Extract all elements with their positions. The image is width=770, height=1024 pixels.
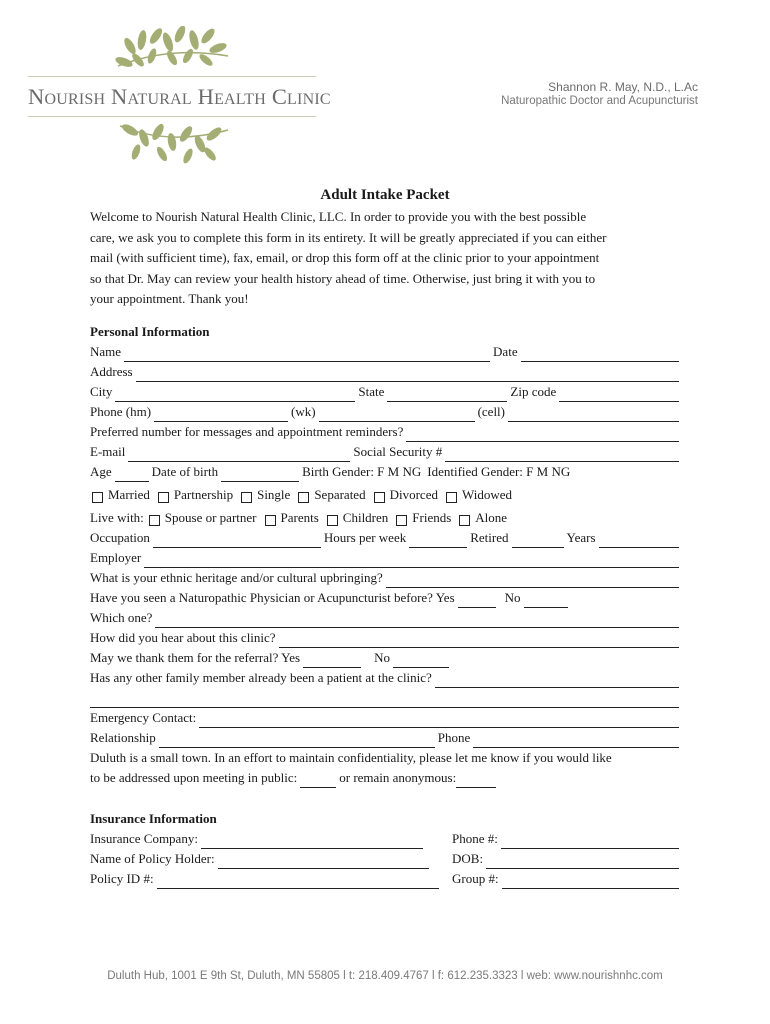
insurance-company-row: [90, 829, 426, 849]
intro-line: mail (with sufficient time), fax, email, or drop this form off at the clinic prior to your appointment: [90, 250, 600, 265]
referral-label: May we thank them for the referral? Yes: [90, 650, 301, 665]
partnership-checkbox[interactable]: [158, 492, 169, 503]
single-label: Single: [257, 487, 291, 502]
referral-no-label: No: [374, 650, 390, 665]
group-label: Group #:: [452, 871, 499, 886]
divorced-checkbox[interactable]: [374, 492, 385, 503]
date-label: Date: [493, 344, 518, 359]
insurance-phone-label: Phone #:: [452, 831, 498, 846]
spouse-label: Spouse or partner: [164, 510, 257, 525]
phone-wk-field[interactable]: [319, 408, 475, 422]
doctor-name: Shannon R. May, N.D., L.Ac: [548, 80, 698, 94]
anonymous-field[interactable]: [456, 774, 496, 788]
married-label: Married: [108, 487, 150, 502]
family-member-row: [90, 668, 682, 688]
alone-label: Alone: [475, 510, 508, 525]
separated-checkbox[interactable]: [298, 492, 309, 503]
age-gender-row: [90, 462, 682, 482]
partnership-label: Partnership: [173, 487, 234, 502]
dob-label: Date of birth: [151, 464, 219, 479]
emergency-label: Emergency Contact:: [90, 710, 197, 725]
phone-cell-label: (cell): [477, 404, 505, 419]
ethnic-label: What is your ethnic heritage and/or cultural upbringing?: [90, 570, 383, 585]
policy-holder-row: [90, 849, 432, 869]
phone-hm-label: Phone (hm): [90, 404, 152, 419]
phone-hm-field[interactable]: [154, 408, 288, 422]
policy-holder-label: Name of Policy Holder:: [90, 851, 215, 866]
email-row: [90, 442, 682, 462]
age-field[interactable]: [115, 468, 149, 482]
city-row: [90, 382, 682, 402]
employer-row: [90, 548, 682, 568]
relationship-phone-field[interactable]: [473, 734, 679, 748]
birth-gender-label[interactable]: Birth Gender: F M NG: [302, 464, 422, 479]
personal-info-heading: Personal Information: [90, 324, 210, 339]
insurance-dob-label: DOB:: [452, 851, 484, 866]
divorced-label: Divorced: [389, 487, 438, 502]
policy-holder-field[interactable]: [218, 855, 429, 869]
insurance-dob-row: [452, 849, 682, 869]
footer-contact: Duluth Hub, 1001 E 9th St, Duluth, MN 55805 l t: 218.409.4767 l f: 612.235.3323 l web: www.nourishnhc.com: [107, 970, 663, 982]
ssn-label: Social Security #: [353, 444, 443, 459]
city-field[interactable]: [115, 388, 355, 402]
email-label: E-mail: [90, 444, 126, 459]
insurance-company-label: Insurance Company:: [90, 831, 198, 846]
date-field[interactable]: [521, 348, 679, 362]
anonymous-label: or remain anonymous:: [339, 770, 457, 785]
clinic-logo-text: Nourish Natural Health Clinic: [28, 84, 331, 109]
friends-checkbox[interactable]: [396, 515, 407, 526]
family-member-extra-field[interactable]: [90, 694, 679, 708]
identified-gender-label[interactable]: Identified Gender: F M NG: [427, 464, 571, 479]
name-row: [90, 342, 682, 362]
family-member-extra-row: [90, 688, 682, 708]
state-label: State: [358, 384, 385, 399]
occupation-field[interactable]: [153, 534, 321, 548]
children-checkbox[interactable]: [327, 515, 338, 526]
spouse-checkbox[interactable]: [149, 515, 160, 526]
hours-field[interactable]: [409, 534, 467, 548]
duluth-note-row: [90, 748, 682, 768]
page-title: Adult Intake Packet: [320, 187, 450, 203]
seen-no-label: No: [504, 590, 521, 605]
insurance-phone-field[interactable]: [501, 835, 679, 849]
married-checkbox[interactable]: [92, 492, 103, 503]
widowed-checkbox[interactable]: [446, 492, 457, 503]
employer-field[interactable]: [144, 554, 679, 568]
relationship-field[interactable]: [159, 734, 435, 748]
friends-label: Friends: [412, 510, 452, 525]
logo-top-rule: [28, 76, 316, 77]
address-label: Address: [90, 364, 133, 379]
hear-about-field[interactable]: [279, 634, 679, 648]
preferred-row: [90, 422, 682, 442]
zip-field[interactable]: [559, 388, 679, 402]
alone-checkbox[interactable]: [459, 515, 470, 526]
address-row: [90, 362, 682, 382]
which-one-field[interactable]: [155, 614, 679, 628]
insurance-phone-row: [452, 829, 682, 849]
ethnic-row: [90, 568, 682, 588]
live-with-label: Live with:: [90, 510, 144, 525]
duluth-note-row-2: [90, 768, 682, 788]
intro-paragraph: [90, 207, 680, 310]
address-field[interactable]: [136, 368, 679, 382]
preferred-label: Preferred number for messages and appointment reminders?: [90, 424, 404, 439]
duluth-note-line2: to be addressed upon meeting in public:: [90, 770, 298, 785]
years-field[interactable]: [599, 534, 679, 548]
policy-id-label: Policy ID #:: [90, 871, 154, 886]
separated-label: Separated: [314, 487, 366, 502]
hours-label: Hours per week: [323, 530, 407, 545]
occupation-row: [90, 528, 682, 548]
preferred-field[interactable]: [406, 428, 679, 442]
relationship-phone-label: Phone: [437, 730, 471, 745]
insurance-dob-field[interactable]: [486, 855, 679, 869]
policy-id-row: [90, 869, 442, 889]
intro-line: care, we ask you to complete this form in its entirety. It will be greatly appreciated if you can either: [90, 229, 607, 245]
dob-field[interactable]: [221, 468, 299, 482]
insurance-heading: Insurance Information: [90, 811, 217, 826]
group-row: [452, 869, 682, 889]
parents-checkbox[interactable]: [265, 515, 276, 526]
years-label: Years: [566, 530, 596, 545]
policy-id-field[interactable]: [157, 875, 439, 889]
ssn-field[interactable]: [445, 448, 679, 462]
referral-no-field[interactable]: [393, 654, 449, 668]
doctor-title: Naturopathic Doctor and Acupuncturist: [501, 95, 698, 107]
widowed-label: Widowed: [461, 487, 512, 502]
live-with-row: [90, 508, 682, 528]
intro-line: Welcome to Nourish Natural Health Clinic, LLC. In order to provide you with the best possible: [90, 209, 587, 224]
relationship-label: Relationship: [90, 730, 156, 745]
ethnic-field[interactable]: [386, 574, 679, 588]
retired-field[interactable]: [512, 534, 564, 548]
children-label: Children: [342, 510, 389, 525]
relationship-row: [90, 728, 682, 748]
retired-label: Retired: [470, 530, 509, 545]
family-member-label: Has any other family member already been a patient at the clinic?: [90, 670, 432, 685]
zip-label: Zip code: [510, 384, 557, 399]
seen-before-row: [90, 588, 682, 608]
public-address-field[interactable]: [300, 774, 336, 788]
single-checkbox[interactable]: [241, 492, 252, 503]
employer-label: Employer: [90, 550, 142, 565]
logo-bottom-rule: [28, 116, 316, 117]
age-label: Age: [90, 464, 112, 479]
phone-cell-field[interactable]: [508, 408, 679, 422]
duluth-note-line1: Duluth is a small town. In an effort to maintain confidentiality, please let me know if you would like: [90, 750, 612, 765]
name-label: Name: [90, 344, 122, 359]
hear-about-label: How did you hear about this clinic?: [90, 630, 276, 645]
emergency-field[interactable]: [199, 714, 679, 728]
insurance-company-field[interactable]: [201, 835, 423, 849]
referral-yes-field[interactable]: [303, 654, 361, 668]
group-field[interactable]: [502, 875, 679, 889]
city-label: City: [90, 384, 113, 399]
parents-label: Parents: [280, 510, 319, 525]
intro-line: so that Dr. May can review your health history ahead of time. Otherwise, just bring it with you to: [90, 270, 596, 286]
seen-yes-field[interactable]: [458, 594, 496, 608]
emergency-row: [90, 708, 682, 728]
seen-no-field[interactable]: [524, 594, 568, 608]
seen-before-label: Have you seen a Naturopathic Physician or Acupuncturist before? Yes: [90, 590, 455, 605]
marital-status-row: [90, 485, 682, 505]
which-one-label: Which one?: [90, 610, 153, 625]
referral-row: [90, 648, 682, 668]
family-member-field[interactable]: [435, 674, 679, 688]
state-field[interactable]: [387, 388, 507, 402]
occupation-label: Occupation: [90, 530, 150, 545]
phone-wk-label: (wk): [291, 404, 316, 419]
which-one-row: [90, 608, 682, 628]
intro-line: your appointment. Thank you!: [90, 291, 249, 306]
phone-row: [90, 402, 682, 422]
hear-about-row: [90, 628, 682, 648]
name-field[interactable]: [124, 348, 490, 362]
email-field[interactable]: [128, 448, 350, 462]
